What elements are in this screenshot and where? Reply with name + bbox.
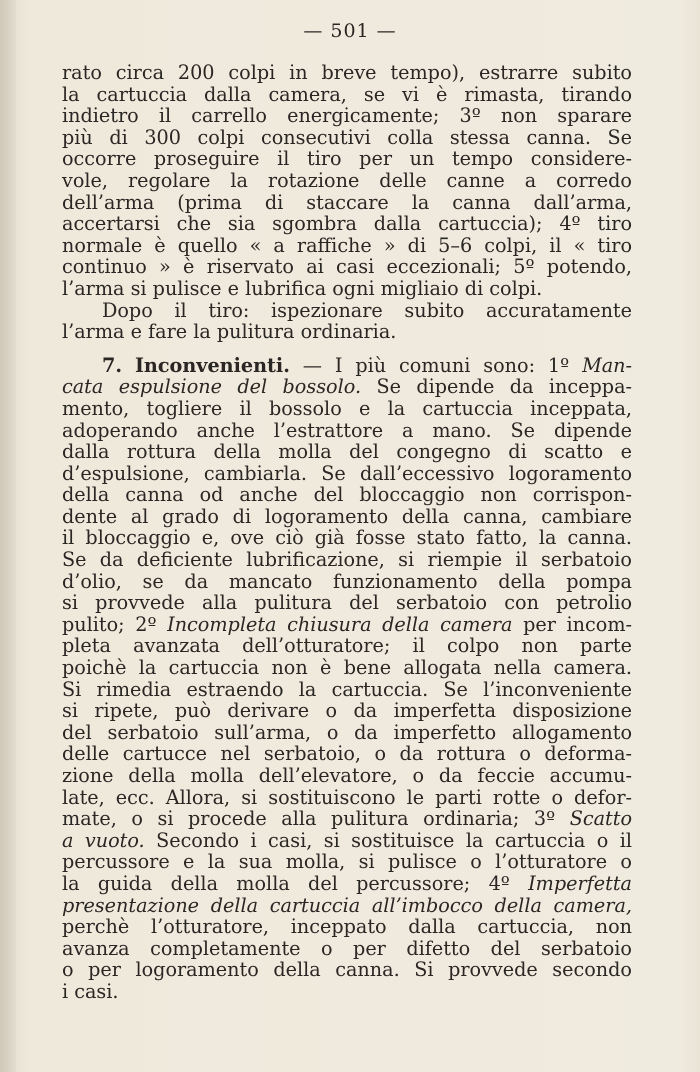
text-line: dalla rottura della molla del congegno di scatto e bbox=[62, 440, 632, 464]
text-fragment: pulito; 2º bbox=[62, 612, 168, 636]
text-line: del serbatoio sull’arma, o da imperfetto allogamento bbox=[62, 720, 632, 744]
item1-title-part1: Man- bbox=[582, 353, 632, 377]
text-line: accertarsi che sia sgombra dalla cartuccia); 4º tiro bbox=[62, 212, 632, 236]
text-line: i casi. bbox=[62, 979, 119, 1003]
text-fragment: Se dipende da inceppa- bbox=[361, 375, 632, 399]
text-line: più di 300 colpi consecutivi colla stessa canna. Se bbox=[62, 125, 632, 149]
text-line: indietro il carrello energicamente; 3º non sparare bbox=[62, 104, 632, 128]
text-line: continuo » è riservato ai casi eccezionali; 5º potendo, bbox=[62, 255, 632, 279]
page-number: — 501 — bbox=[303, 20, 397, 42]
text-line: late, ecc. Allora, si sostituiscono le parti rotte o defor- bbox=[62, 785, 632, 809]
text-line: normale è quello « a raffiche » di 5–6 colpi, il « tiro bbox=[62, 233, 632, 257]
text-line: dell’arma (prima di staccare la canna dall’arma, bbox=[62, 190, 632, 214]
item3-title-part1: Scatto bbox=[569, 807, 632, 831]
item3-title-part2: a vuoto. bbox=[62, 828, 145, 852]
text-line: l’arma e fare la pulitura ordinaria. bbox=[62, 320, 397, 344]
text-line: si ripete, può derivare o da imperfetta disposizione bbox=[62, 699, 632, 723]
text-line: il bloccaggio e, ove ciò già fosse stato fatto, la canna. bbox=[62, 526, 632, 550]
text-line bbox=[62, 614, 632, 636]
text-line: rato circa 200 colpi in breve tempo), estrarre subito bbox=[62, 61, 632, 84]
text-line: dente al grado di logoramento della canna, cambiare bbox=[62, 504, 632, 528]
text-line: la cartuccia dalla camera, se vi è rimasta, tirando bbox=[62, 82, 632, 106]
text-line bbox=[62, 808, 632, 830]
item4-title-part1: Imperfetta bbox=[528, 871, 632, 895]
body-text bbox=[62, 62, 632, 1003]
text-line: poichè la cartuccia non è bene allogata nella camera. bbox=[62, 656, 632, 680]
text-line: perchè l’otturatore, inceppato dalla cartuccia, non bbox=[62, 915, 632, 939]
text-fragment: la guida della molla del percussore; 4º bbox=[62, 871, 529, 895]
text-line: avanza completamente o per difetto del serbatoio bbox=[62, 936, 632, 960]
text-line: mento, togliere il bossolo e la cartuccia inceppata, bbox=[62, 396, 632, 420]
section-number: 7. bbox=[102, 353, 123, 377]
text-line: Si rimedia estraendo la cartuccia. Se l’inconveniente bbox=[62, 677, 632, 701]
section-heading-line bbox=[62, 355, 632, 377]
section-intro: — I più comuni sono: 1º bbox=[289, 353, 583, 377]
text-line: d’olio, se da mancato funzionamento della pompa bbox=[62, 569, 632, 593]
text-line: occorre proseguire il tiro per un tempo considere- bbox=[62, 147, 632, 171]
text-line: vole, regolare la rotazione delle canne a corredo bbox=[62, 168, 632, 192]
text-line bbox=[62, 895, 632, 917]
page-binding-shadow bbox=[0, 0, 16, 1072]
text-line: o per logoramento della canna. Si provvede secondo bbox=[62, 958, 632, 982]
text-line: zione della molla dell’elevatore, o da feccie accumu- bbox=[62, 764, 632, 787]
text-fragment: per incom- bbox=[512, 612, 632, 636]
text-line: della canna od anche del bloccaggio non corrispon- bbox=[62, 483, 632, 507]
item4-title-part2: presentazione della cartuccia all’imbocco della camera, bbox=[62, 893, 632, 917]
text-line: l’arma si pulisce e lubrifica ogni migliaio di colpi. bbox=[62, 276, 543, 300]
text-line: Se da deficiente lubrificazione, si riempie il serbatoio bbox=[62, 548, 632, 572]
text-line bbox=[62, 376, 632, 398]
text-line bbox=[62, 873, 632, 895]
text-line: Dopo il tiro: ispezionare subito accuratamente bbox=[102, 298, 632, 322]
item2-title: Incompleta chiusura della camera bbox=[167, 612, 513, 636]
text-fragment: mate, o si procede alla pulitura ordinaria; 3º bbox=[62, 807, 570, 831]
text-line: pleta avanzata dell’otturatore; il colpo non parte bbox=[62, 634, 632, 658]
text-line: percussore e la sua molla, si pulisce o l’otturatore o bbox=[62, 850, 632, 874]
text-line bbox=[62, 830, 632, 852]
text-line: delle cartucce nel serbatoio, o da rottura o deforma- bbox=[62, 742, 632, 766]
text-line: si provvede alla pulitura del serbatoio con petrolio bbox=[62, 591, 632, 615]
item1-title-part2: cata espulsione del bossolo. bbox=[62, 375, 362, 399]
text-line: d’espulsione, cambiarla. Se dall’eccessivo logoramento bbox=[62, 461, 632, 485]
text-line: adoperando anche l’estrattore a mano. Se dipende bbox=[62, 418, 632, 442]
section-heading: Inconvenienti. bbox=[134, 353, 290, 377]
text-fragment: Secondo i casi, si sostituisce la cartuccia o il bbox=[144, 828, 632, 852]
